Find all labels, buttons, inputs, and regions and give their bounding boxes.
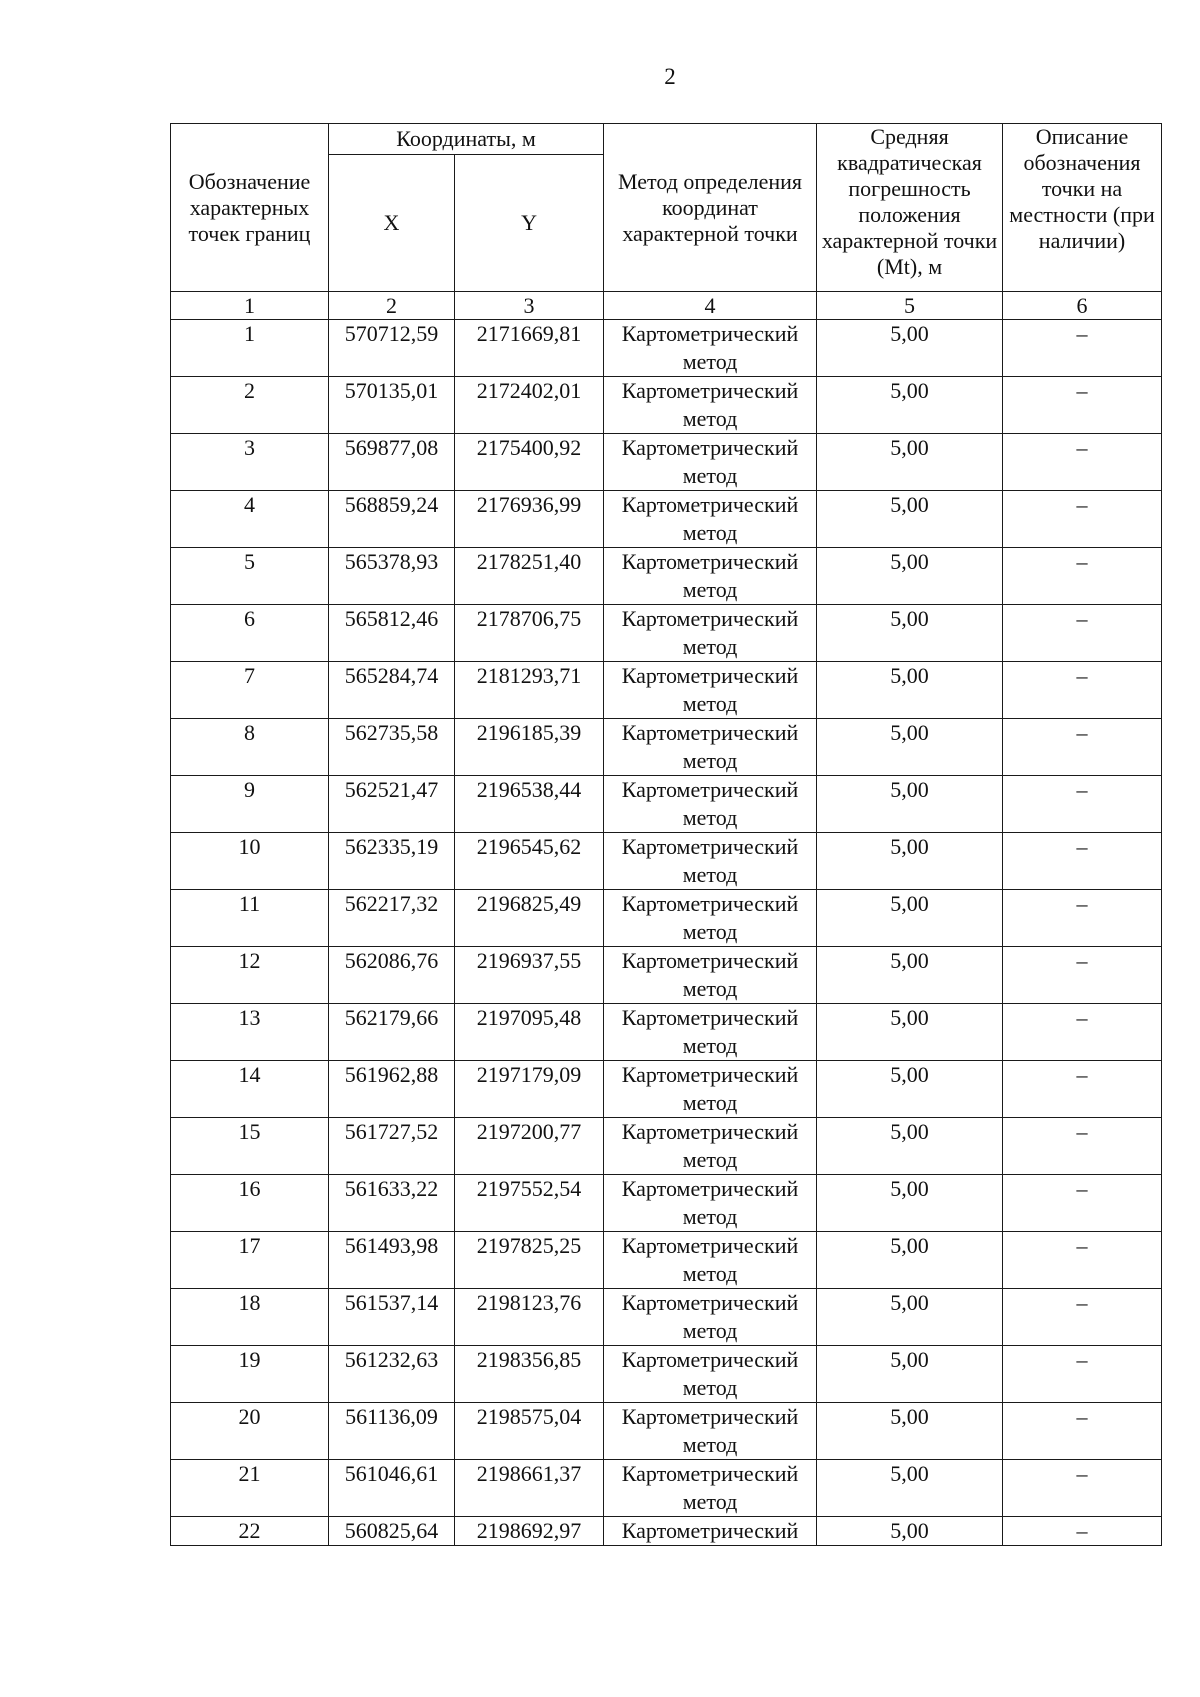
cell-method: Картометрический метод	[604, 662, 817, 719]
header-y: Y	[455, 155, 604, 292]
cell-description: –	[1003, 1403, 1162, 1460]
cell-x-coordinate: 562086,76	[329, 947, 455, 1004]
cell-error-value: 5,00	[817, 890, 1003, 947]
cell-x-coordinate: 568859,24	[329, 491, 455, 548]
cell-error-value: 5,00	[817, 1175, 1003, 1232]
cell-y-coordinate: 2198123,76	[455, 1289, 604, 1346]
cell-x-coordinate: 561537,14	[329, 1289, 455, 1346]
cell-error-value: 5,00	[817, 1403, 1003, 1460]
table-row	[171, 1118, 1162, 1175]
cell-method: Картометрический метод	[604, 548, 817, 605]
cell-y-coordinate: 2197095,48	[455, 1004, 604, 1061]
cell-y-coordinate: 2196825,49	[455, 890, 604, 947]
cell-x-coordinate: 565378,93	[329, 548, 455, 605]
cell-error-value: 5,00	[817, 491, 1003, 548]
table-row	[171, 320, 1162, 377]
cell-point-number: 19	[171, 1346, 329, 1403]
cell-point-number: 6	[171, 605, 329, 662]
cell-x-coordinate: 561046,61	[329, 1460, 455, 1517]
cell-x-coordinate: 562521,47	[329, 776, 455, 833]
column-number: 6	[1003, 292, 1162, 320]
cell-description: –	[1003, 1175, 1162, 1232]
cell-point-number: 8	[171, 719, 329, 776]
cell-method: Картометрический метод	[604, 1175, 817, 1232]
cell-description: –	[1003, 320, 1162, 377]
cell-error-value: 5,00	[817, 1517, 1003, 1546]
cell-point-number: 15	[171, 1118, 329, 1175]
cell-description: –	[1003, 1346, 1162, 1403]
cell-error-value: 5,00	[817, 1460, 1003, 1517]
cell-error-value: 5,00	[817, 947, 1003, 1004]
cell-point-number: 20	[171, 1403, 329, 1460]
cell-y-coordinate: 2196937,55	[455, 947, 604, 1004]
table-body	[171, 320, 1162, 1546]
cell-error-value: 5,00	[817, 1061, 1003, 1118]
cell-x-coordinate: 562335,19	[329, 833, 455, 890]
cell-error-value: 5,00	[817, 1289, 1003, 1346]
column-number: 5	[817, 292, 1003, 320]
cell-method: Картометрический метод	[604, 1460, 817, 1517]
cell-error-value: 5,00	[817, 833, 1003, 890]
header-x: X	[329, 155, 455, 292]
cell-x-coordinate: 560825,64	[329, 1517, 455, 1546]
cell-y-coordinate: 2178706,75	[455, 605, 604, 662]
cell-x-coordinate: 561962,88	[329, 1061, 455, 1118]
cell-point-number: 17	[171, 1232, 329, 1289]
cell-y-coordinate: 2197200,77	[455, 1118, 604, 1175]
cell-x-coordinate: 561493,98	[329, 1232, 455, 1289]
cell-description: –	[1003, 833, 1162, 890]
cell-description: –	[1003, 947, 1162, 1004]
cell-description: –	[1003, 662, 1162, 719]
cell-y-coordinate: 2175400,92	[455, 434, 604, 491]
table-row	[171, 1460, 1162, 1517]
cell-description: –	[1003, 605, 1162, 662]
header-description: Описание обозначения точки на местности (при наличии)	[1003, 124, 1162, 292]
cell-point-number: 3	[171, 434, 329, 491]
table-row	[171, 1175, 1162, 1232]
cell-description: –	[1003, 434, 1162, 491]
cell-description: –	[1003, 776, 1162, 833]
cell-error-value: 5,00	[817, 662, 1003, 719]
cell-description: –	[1003, 1232, 1162, 1289]
cell-x-coordinate: 562179,66	[329, 1004, 455, 1061]
page-number: 2	[664, 64, 676, 89]
table-row	[171, 548, 1162, 605]
cell-x-coordinate: 561232,63	[329, 1346, 455, 1403]
cell-description: –	[1003, 491, 1162, 548]
table-row	[171, 833, 1162, 890]
cell-point-number: 16	[171, 1175, 329, 1232]
table-row	[171, 1403, 1162, 1460]
cell-y-coordinate: 2181293,71	[455, 662, 604, 719]
cell-point-number: 14	[171, 1061, 329, 1118]
cell-x-coordinate: 565284,74	[329, 662, 455, 719]
cell-point-number: 10	[171, 833, 329, 890]
column-number: 4	[604, 292, 817, 320]
cell-method: Картометрический метод	[604, 947, 817, 1004]
cell-method: Картометрический метод	[604, 1004, 817, 1061]
cell-description: –	[1003, 1517, 1162, 1546]
cell-description: –	[1003, 377, 1162, 434]
cell-method: Картометрический метод	[604, 890, 817, 947]
cell-error-value: 5,00	[817, 1346, 1003, 1403]
cell-error-value: 5,00	[817, 1118, 1003, 1175]
cell-x-coordinate: 570135,01	[329, 377, 455, 434]
cell-x-coordinate: 570712,59	[329, 320, 455, 377]
cell-description: –	[1003, 548, 1162, 605]
cell-point-number: 22	[171, 1517, 329, 1546]
cell-y-coordinate: 2197825,25	[455, 1232, 604, 1289]
cell-error-value: 5,00	[817, 776, 1003, 833]
table-row	[171, 1004, 1162, 1061]
table-row	[171, 719, 1162, 776]
cell-point-number: 11	[171, 890, 329, 947]
table-header	[171, 124, 1162, 320]
cell-point-number: 5	[171, 548, 329, 605]
cell-description: –	[1003, 1061, 1162, 1118]
table-row	[171, 1289, 1162, 1346]
cell-method: Картометрический метод	[604, 1232, 817, 1289]
table-row	[171, 1061, 1162, 1118]
cell-method: Картометрический метод	[604, 605, 817, 662]
cell-y-coordinate: 2178251,40	[455, 548, 604, 605]
table-row	[171, 434, 1162, 491]
header-error: Средняя квадратическая погрешность положения характерной точки (Mt), м	[817, 124, 1003, 292]
cell-point-number: 12	[171, 947, 329, 1004]
table-row	[171, 947, 1162, 1004]
cell-y-coordinate: 2197179,09	[455, 1061, 604, 1118]
cell-method: Картометрический метод	[604, 719, 817, 776]
cell-error-value: 5,00	[817, 434, 1003, 491]
cell-point-number: 7	[171, 662, 329, 719]
cell-description: –	[1003, 1460, 1162, 1517]
cell-method: Картометрический метод	[604, 776, 817, 833]
cell-method: Картометрический метод	[604, 491, 817, 548]
cell-description: –	[1003, 1289, 1162, 1346]
cell-y-coordinate: 2198356,85	[455, 1346, 604, 1403]
cell-method: Картометрический метод	[604, 833, 817, 890]
cell-x-coordinate: 561136,09	[329, 1403, 455, 1460]
cell-description: –	[1003, 719, 1162, 776]
cell-point-number: 21	[171, 1460, 329, 1517]
cell-error-value: 5,00	[817, 320, 1003, 377]
cell-y-coordinate: 2198661,37	[455, 1460, 604, 1517]
cell-point-number: 1	[171, 320, 329, 377]
cell-error-value: 5,00	[817, 548, 1003, 605]
coordinates-table	[170, 123, 1162, 1546]
header-coordinates: Координаты, м	[329, 124, 604, 155]
cell-error-value: 5,00	[817, 605, 1003, 662]
cell-y-coordinate: 2197552,54	[455, 1175, 604, 1232]
cell-error-value: 5,00	[817, 377, 1003, 434]
cell-y-coordinate: 2196545,62	[455, 833, 604, 890]
cell-point-number: 4	[171, 491, 329, 548]
cell-method: Картометрический метод	[604, 1061, 817, 1118]
header-point-designation: Обозначение характерных точек границ	[171, 124, 329, 292]
column-number: 2	[329, 292, 455, 320]
cell-y-coordinate: 2198575,04	[455, 1403, 604, 1460]
cell-x-coordinate: 562735,58	[329, 719, 455, 776]
cell-method: Картометрический метод	[604, 434, 817, 491]
cell-description: –	[1003, 1004, 1162, 1061]
table-row	[171, 491, 1162, 548]
cell-description: –	[1003, 890, 1162, 947]
cell-x-coordinate: 561633,22	[329, 1175, 455, 1232]
cell-x-coordinate: 569877,08	[329, 434, 455, 491]
cell-x-coordinate: 561727,52	[329, 1118, 455, 1175]
cell-method: Картометрический метод	[604, 1403, 817, 1460]
cell-y-coordinate: 2196185,39	[455, 719, 604, 776]
table-row	[171, 662, 1162, 719]
cell-y-coordinate: 2172402,01	[455, 377, 604, 434]
table-row	[171, 890, 1162, 947]
cell-point-number: 9	[171, 776, 329, 833]
cell-method: Картометрический метод	[604, 1289, 817, 1346]
cell-y-coordinate: 2196538,44	[455, 776, 604, 833]
cell-method: Картометрический метод	[604, 320, 817, 377]
table-row	[171, 1346, 1162, 1403]
cell-point-number: 13	[171, 1004, 329, 1061]
cell-x-coordinate: 565812,46	[329, 605, 455, 662]
table-row	[171, 776, 1162, 833]
cell-x-coordinate: 562217,32	[329, 890, 455, 947]
cell-method: Картометрический	[604, 1517, 817, 1546]
table-row	[171, 605, 1162, 662]
cell-error-value: 5,00	[817, 719, 1003, 776]
table-row	[171, 377, 1162, 434]
cell-y-coordinate: 2198692,97	[455, 1517, 604, 1546]
cell-description: –	[1003, 1118, 1162, 1175]
column-numbers-row	[171, 292, 1162, 320]
cell-method: Картометрический метод	[604, 1346, 817, 1403]
cell-method: Картометрический метод	[604, 377, 817, 434]
column-number: 1	[171, 292, 329, 320]
table-row	[171, 1517, 1162, 1546]
cell-y-coordinate: 2171669,81	[455, 320, 604, 377]
cell-error-value: 5,00	[817, 1232, 1003, 1289]
cell-error-value: 5,00	[817, 1004, 1003, 1061]
cell-method: Картометрический метод	[604, 1118, 817, 1175]
table-row	[171, 1232, 1162, 1289]
header-method: Метод определения координат характерной точки	[604, 124, 817, 292]
cell-point-number: 2	[171, 377, 329, 434]
cell-y-coordinate: 2176936,99	[455, 491, 604, 548]
column-number: 3	[455, 292, 604, 320]
cell-point-number: 18	[171, 1289, 329, 1346]
